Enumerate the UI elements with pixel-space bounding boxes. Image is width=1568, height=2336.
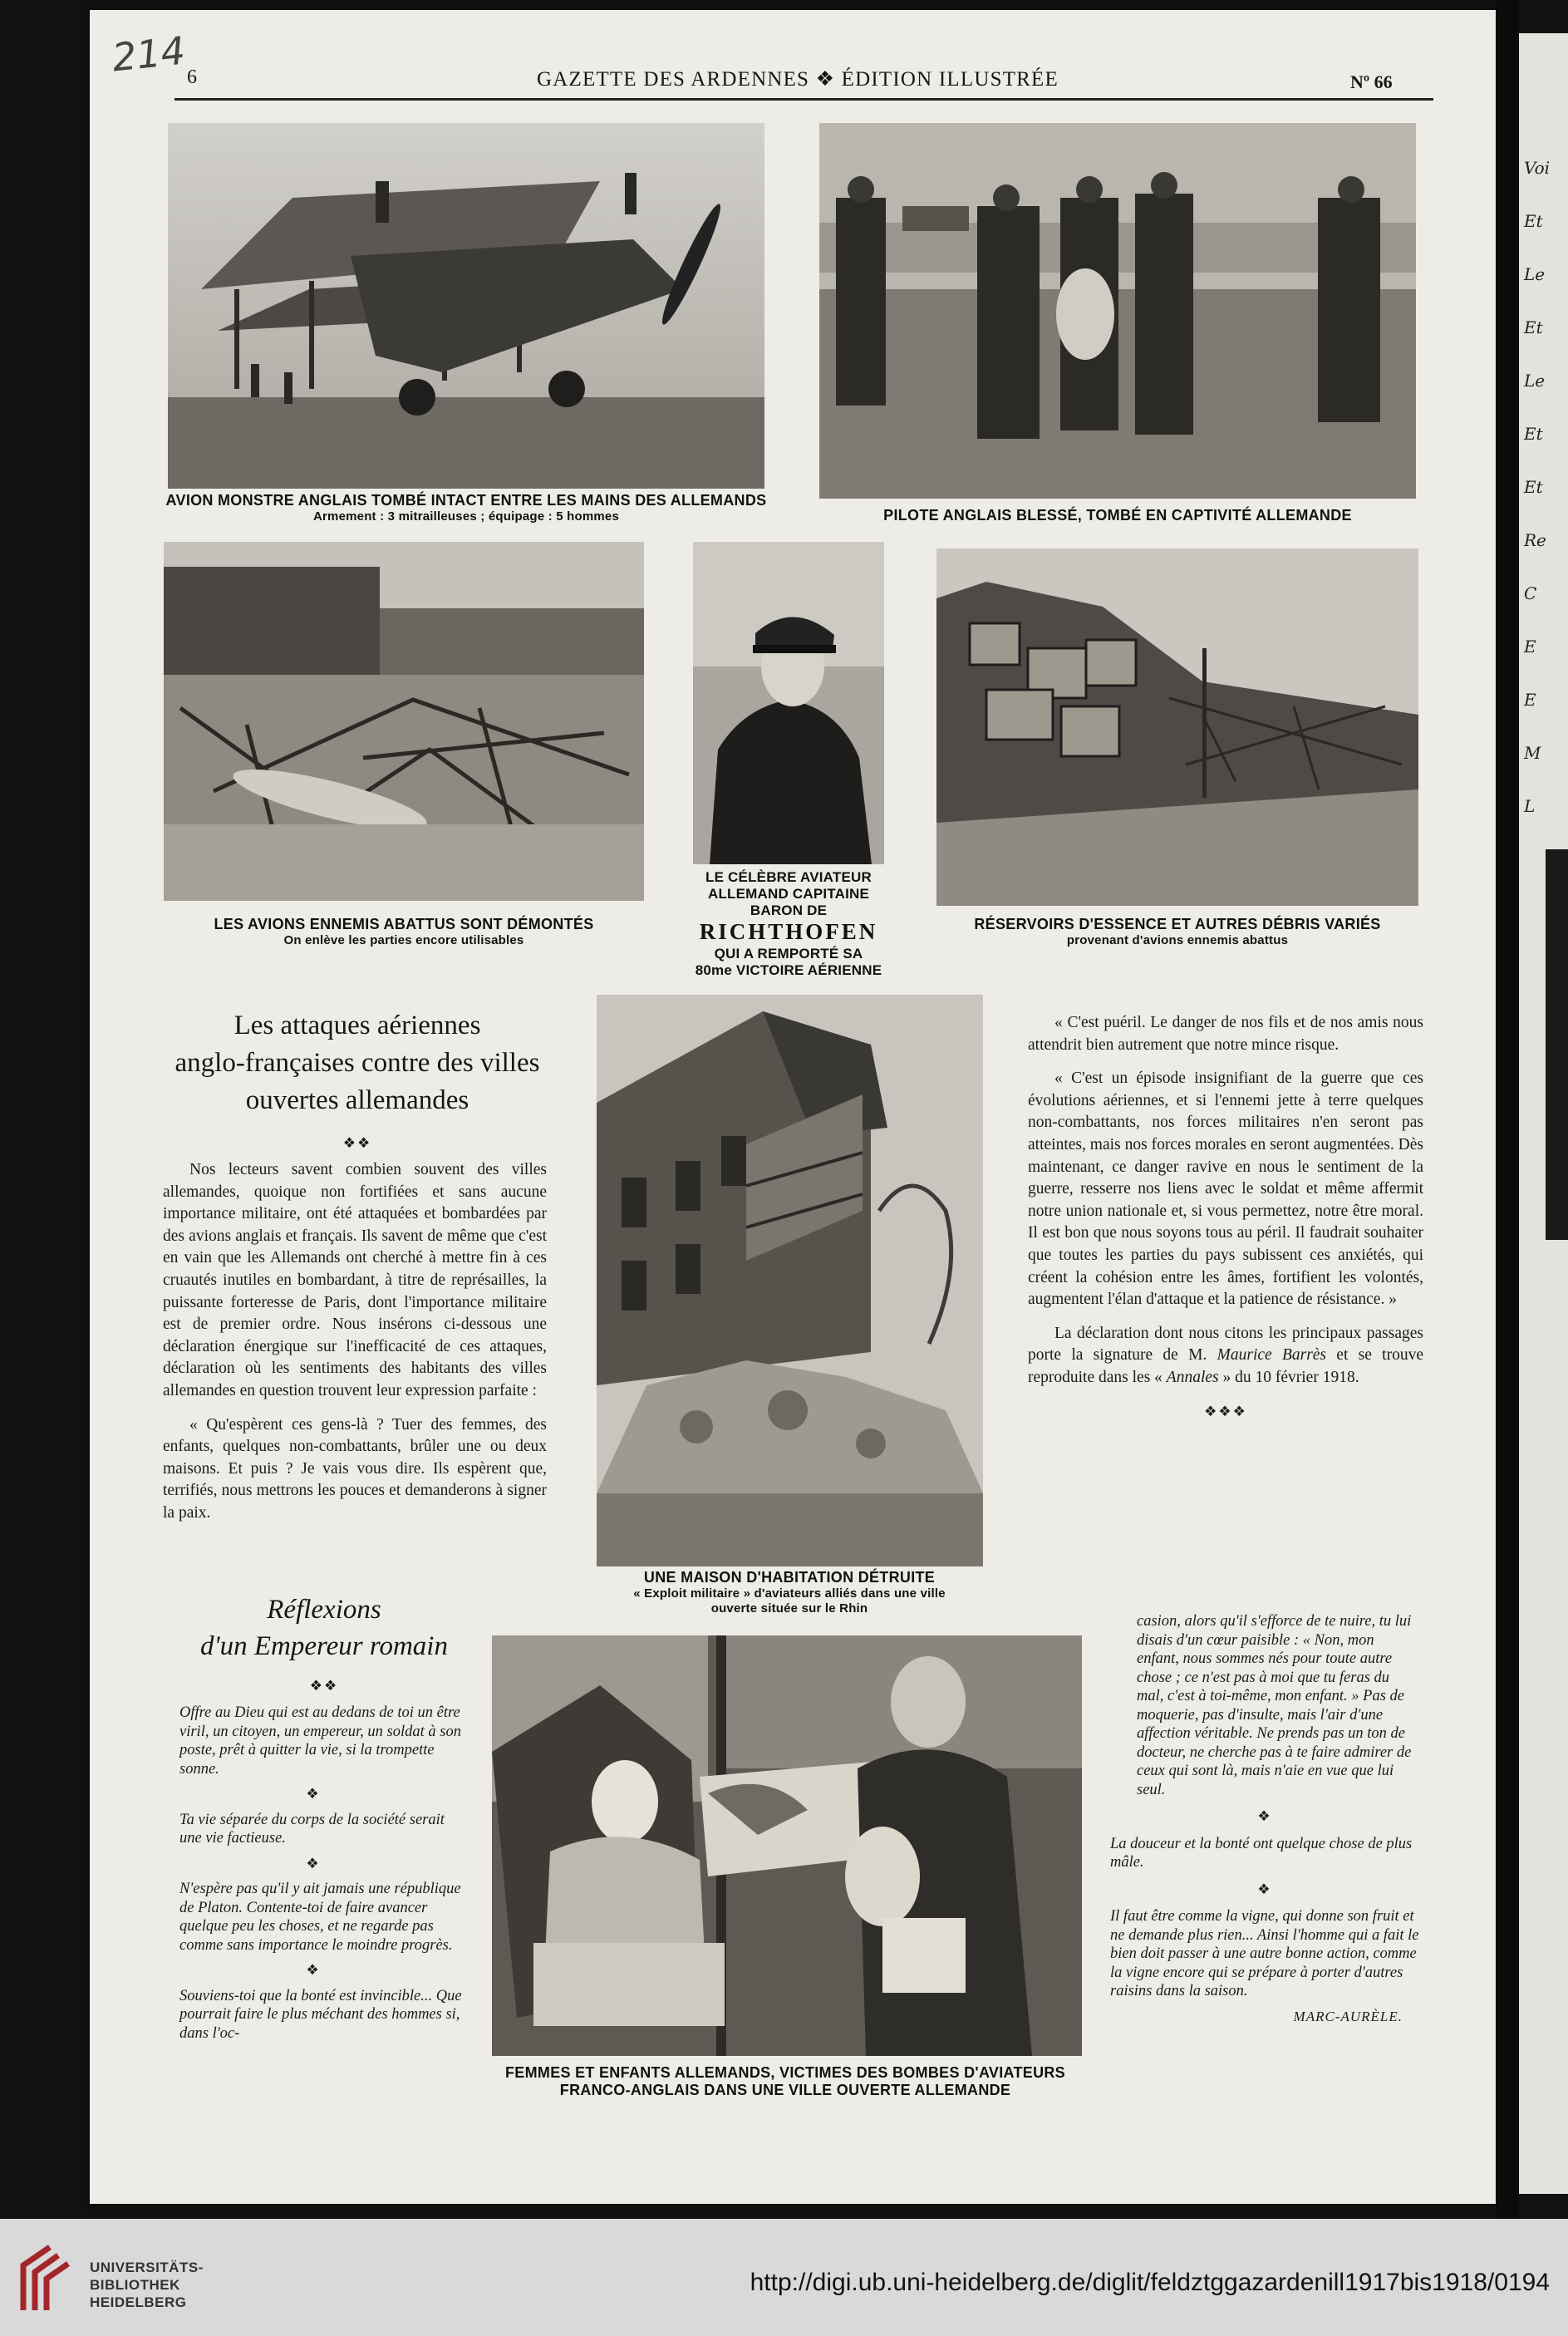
- maxim-paragraph: Souviens-toi que la bonté est invincible... Que pourrait faire le plus méchant des hommes si, dans l'oc-: [179, 1987, 462, 2042]
- next-page-fragment: Re: [1524, 530, 1546, 550]
- ornament-icon: ❖❖: [309, 1678, 339, 1694]
- article-paragraph: « Qu'espèrent ces gens-là ? Tuer des femmes, des enfants, quelques non-combattants, brûler une ou deux maisons. Et puis ? Je vais vous dire. Ils espèrent que, terrifiés, nous mettrons les pouces et demanderons à signer la paix.: [163, 1415, 547, 1522]
- maxim-paragraph: N'espère pas qu'il y ait jamais une république de Platon. Contente-toi de faire avancer quelque peu les choses, et ne regarde pas comme sans importance le moindre progrès.: [179, 1881, 461, 1954]
- caption-title: FEMMES ET ENFANTS ALLEMANDS, VICTIMES DES BOMBES D'AVIATEURS: [505, 2064, 1065, 2081]
- university-library-logo-icon: [17, 2240, 75, 2315]
- next-page-fragment: Le: [1524, 371, 1546, 391]
- next-page-fragment: L: [1524, 796, 1536, 816]
- caption-fuel-tanks: [936, 916, 1418, 948]
- maxim-paragraph: Offre au Dieu qui est au dedans de toi un être viril, un citoyen, un empereur, un soldat à son poste, prêt à quitter la vie, si la trompette sonne.: [179, 1704, 461, 1778]
- next-page-fragment: Et: [1524, 211, 1543, 231]
- ornament-icon: ❖: [306, 1962, 321, 1978]
- next-page-fragment: Et: [1524, 317, 1543, 337]
- article-paragraph: « C'est un épisode insignifiant de la guerre que ces évolutions aériennes, et si l'ennemi jette à terre quelques non-combattants, nos forces militaires n'en seront pas atteintes, mais nos forces morales en seront augmentées. Dès maintenant, ce danger ravive en nous le sentiment de la guerre, resserre nos liens avec le soldat et même affermit notre union nationale et, si vous permettez, notre être moral. Il est bon que nous soyons tous au péril. Il faudrait souhaiter que toutes les parties du pays subissent ces anxiétés, qui créent la cohésion entre les âmes, fortifient les volontés, augmentent l'élan d'attaque et la patience de résistance. »: [1028, 1070, 1423, 1309]
- photo-richthofen-portrait: [693, 542, 884, 864]
- maxim-paragraph: casion, alors qu'il s'efforce de te nuire, tu lui disais d'un cœur paisible : « Non, mon enfant, nous sommes nés pour toute autre chose ; ce n'est pas à moi que tu feras du mal, c'est à toi-même, mon enfant. » Pas de moquerie, pas d'insulte, mais l'air d'une affection véritable. Ne prends pas un ton de docteur, ne cherche pas à te faire admirer de ceux qui sont là, mais n'aie en vue que lui seul.: [1137, 1613, 1412, 1798]
- caption-title: UNE MAISON D'HABITATION DÉTRUITE: [643, 1569, 936, 1586]
- caption-destroyed-house: [573, 1569, 1005, 1616]
- article-column-right: [1028, 1012, 1423, 1423]
- ornament-icon: ❖❖: [342, 1135, 372, 1151]
- institution-line: UNIVERSITÄTS-: [90, 2260, 204, 2275]
- ornament-icon: ❖: [1257, 1881, 1272, 1897]
- article-column-left: [163, 1159, 547, 1537]
- caption-line: ALLEMAND CAPITAINE: [707, 886, 870, 902]
- ornament-icon: ❖: [306, 1786, 321, 1802]
- caption-title: PILOTE ANGLAIS BLESSÉ, TOMBÉ EN CAPTIVITÉ ALLEMANDE: [883, 507, 1352, 524]
- caption-title: FRANCO-ANGLAIS DANS UNE VILLE OUVERTE ALLEMANDE: [559, 2082, 1011, 2099]
- caption-subtitle: provenant d'avions ennemis abattus: [1066, 933, 1289, 948]
- photo-fuel-tanks-debris: [936, 548, 1418, 906]
- next-page-fragment: Voi: [1524, 158, 1551, 178]
- article-paragraph: [1028, 1323, 1423, 1389]
- permalink-url[interactable]: http://digi.ub.uni-heidelberg.de/diglit/feldztggazardenill1917bis1918/0194: [750, 2269, 1550, 2296]
- next-page-fragment: Et: [1524, 424, 1543, 444]
- caption-subtitle: « Exploit militaire » d'aviateurs alliés dans une ville: [633, 1586, 946, 1601]
- author-name: Maurice Barrès: [1217, 1346, 1327, 1365]
- article-title-line: anglo-françaises contre des villes: [174, 1048, 540, 1078]
- article-text: » du 10 février 1918.: [1218, 1368, 1359, 1386]
- institution-line: HEIDELBERG: [90, 2294, 187, 2310]
- next-page-fragment: M: [1524, 743, 1541, 763]
- library-footer: [0, 2219, 1568, 2336]
- institution-line: BIBLIOTHEK: [90, 2277, 180, 2293]
- photo-dismantled-planes: [164, 542, 644, 901]
- caption-british-bomber: [160, 492, 773, 524]
- maxim-paragraph: La douceur et la bonté ont quelque chose de plus mâle.: [1110, 1835, 1413, 1871]
- article-text: et se trouve reproduite dans les «: [1028, 1346, 1423, 1386]
- photo-destroyed-house: [597, 995, 983, 1566]
- institution-name: [90, 2259, 204, 2311]
- photo-wounded-pilot: [819, 123, 1416, 499]
- journal-name: Annales: [1166, 1368, 1219, 1386]
- issue-number: Nº 66: [1350, 71, 1393, 92]
- ornament-icon: ❖: [306, 1855, 321, 1871]
- caption-dismantled-planes: [164, 916, 644, 948]
- signature: MARC-AURÈLE.: [1293, 2008, 1403, 2024]
- ornament-icon: ❖❖❖: [1204, 1403, 1247, 1419]
- caption-line: LE CÉLÈBRE AVIATEUR: [705, 869, 872, 885]
- header-rule: [174, 98, 1433, 101]
- caption-subtitle: On enlève les parties encore utilisables: [283, 933, 524, 948]
- caption-title: LES AVIONS ENNEMIS ABATTUS SONT DÉMONTÉS: [214, 916, 594, 932]
- caption-wounded-pilot: [819, 507, 1416, 524]
- article-text: La déclaration dont nous citons les principaux passages porte la signature de M.: [1028, 1324, 1423, 1365]
- caption-title: RÉSERVOIRS D'ESSENCE ET AUTRES DÉBRIS VARIÉS: [974, 916, 1381, 932]
- newspaper-title: GAZETTE DES ARDENNES ❖ ÉDITION ILLUSTRÉE: [537, 68, 1059, 91]
- next-page-fragment: Le: [1524, 264, 1546, 284]
- reflexions-title: [158, 1591, 490, 1704]
- caption-subtitle: Armement : 3 mitrailleuses ; équipage : 5 hommes: [312, 509, 620, 524]
- next-page-fragment: E: [1524, 637, 1536, 657]
- book-gutter: [1496, 0, 1519, 2219]
- next-page-edge: [1519, 33, 1568, 2194]
- caption-name: RICHTHOFEN: [699, 919, 878, 945]
- ornament-icon: ❖: [1257, 1808, 1272, 1824]
- article-title-line: ouvertes allemandes: [245, 1085, 469, 1115]
- article-title: [158, 1007, 557, 1162]
- reflexions-title-line: Réflexions: [267, 1595, 381, 1625]
- page-number: 6: [187, 66, 197, 88]
- reflexions-column-right: [1110, 1612, 1419, 2026]
- reflexions-title-line: d'un Empereur romain: [200, 1631, 448, 1661]
- caption-richthofen: [681, 869, 896, 979]
- caption-line: 80me VICTOIRE AÉRIENNE: [695, 962, 882, 979]
- caption-line: BARON DE: [750, 902, 828, 919]
- pencil-page-mark: 214: [110, 27, 188, 81]
- next-page-dark-photo: [1546, 849, 1568, 1240]
- next-page-fragment: Et: [1524, 477, 1543, 497]
- caption-subtitle: ouverte située sur le Rhin: [710, 1601, 868, 1616]
- article-paragraph: Nos lecteurs savent combien souvent des villes allemandes, quoique non fortifiées et sans aucune importance militaire, ont été attaquées et bombardées par des avions anglais et français. Ils savent de même que c'est en vain que les Allemands ont cherché à mettre fin à ces cruautés inutiles en bombardant, à titre de représailles, la puissante forteresse de Paris, dont l'importance militaire est de premier ordre. Nous insérons ci-dessous une déclaration énergique sur l'inefficacité de ces attaques, déclaration où les sentiments des habitants des villes allemandes en question trouvent leur expression parfaite :: [163, 1161, 547, 1399]
- caption-line: QUI A REMPORTÉ SA: [714, 946, 863, 961]
- article-paragraph: « C'est puéril. Le danger de nos fils et de nos amis nous attendrit bien autrement que notre mince risque.: [1028, 1014, 1423, 1054]
- article-title-line: Les attaques aériennes: [233, 1011, 481, 1040]
- caption-women-and-children: [465, 2064, 1105, 2099]
- photo-british-bomber: [168, 123, 764, 489]
- next-page-fragment: E: [1524, 690, 1536, 710]
- photo-women-and-children: [492, 1635, 1082, 2056]
- maxim-paragraph: Il faut être comme la vigne, qui donne son fruit et ne demande plus rien... Ainsi l'homme qui a fait le bien doit passer à une autre bonne action, comme la vigne encore qui se prépare à porter d'autres raisins dans la saison.: [1110, 1908, 1419, 1999]
- reflexions-column-left: [165, 1704, 462, 2043]
- next-page-fragment: C: [1524, 583, 1537, 603]
- caption-title: AVION MONSTRE ANGLAIS TOMBÉ INTACT ENTRE LES MAINS DES ALLEMANDS: [165, 492, 767, 509]
- maxim-paragraph: Ta vie séparée du corps de la société serait une vie factieuse.: [179, 1811, 445, 1847]
